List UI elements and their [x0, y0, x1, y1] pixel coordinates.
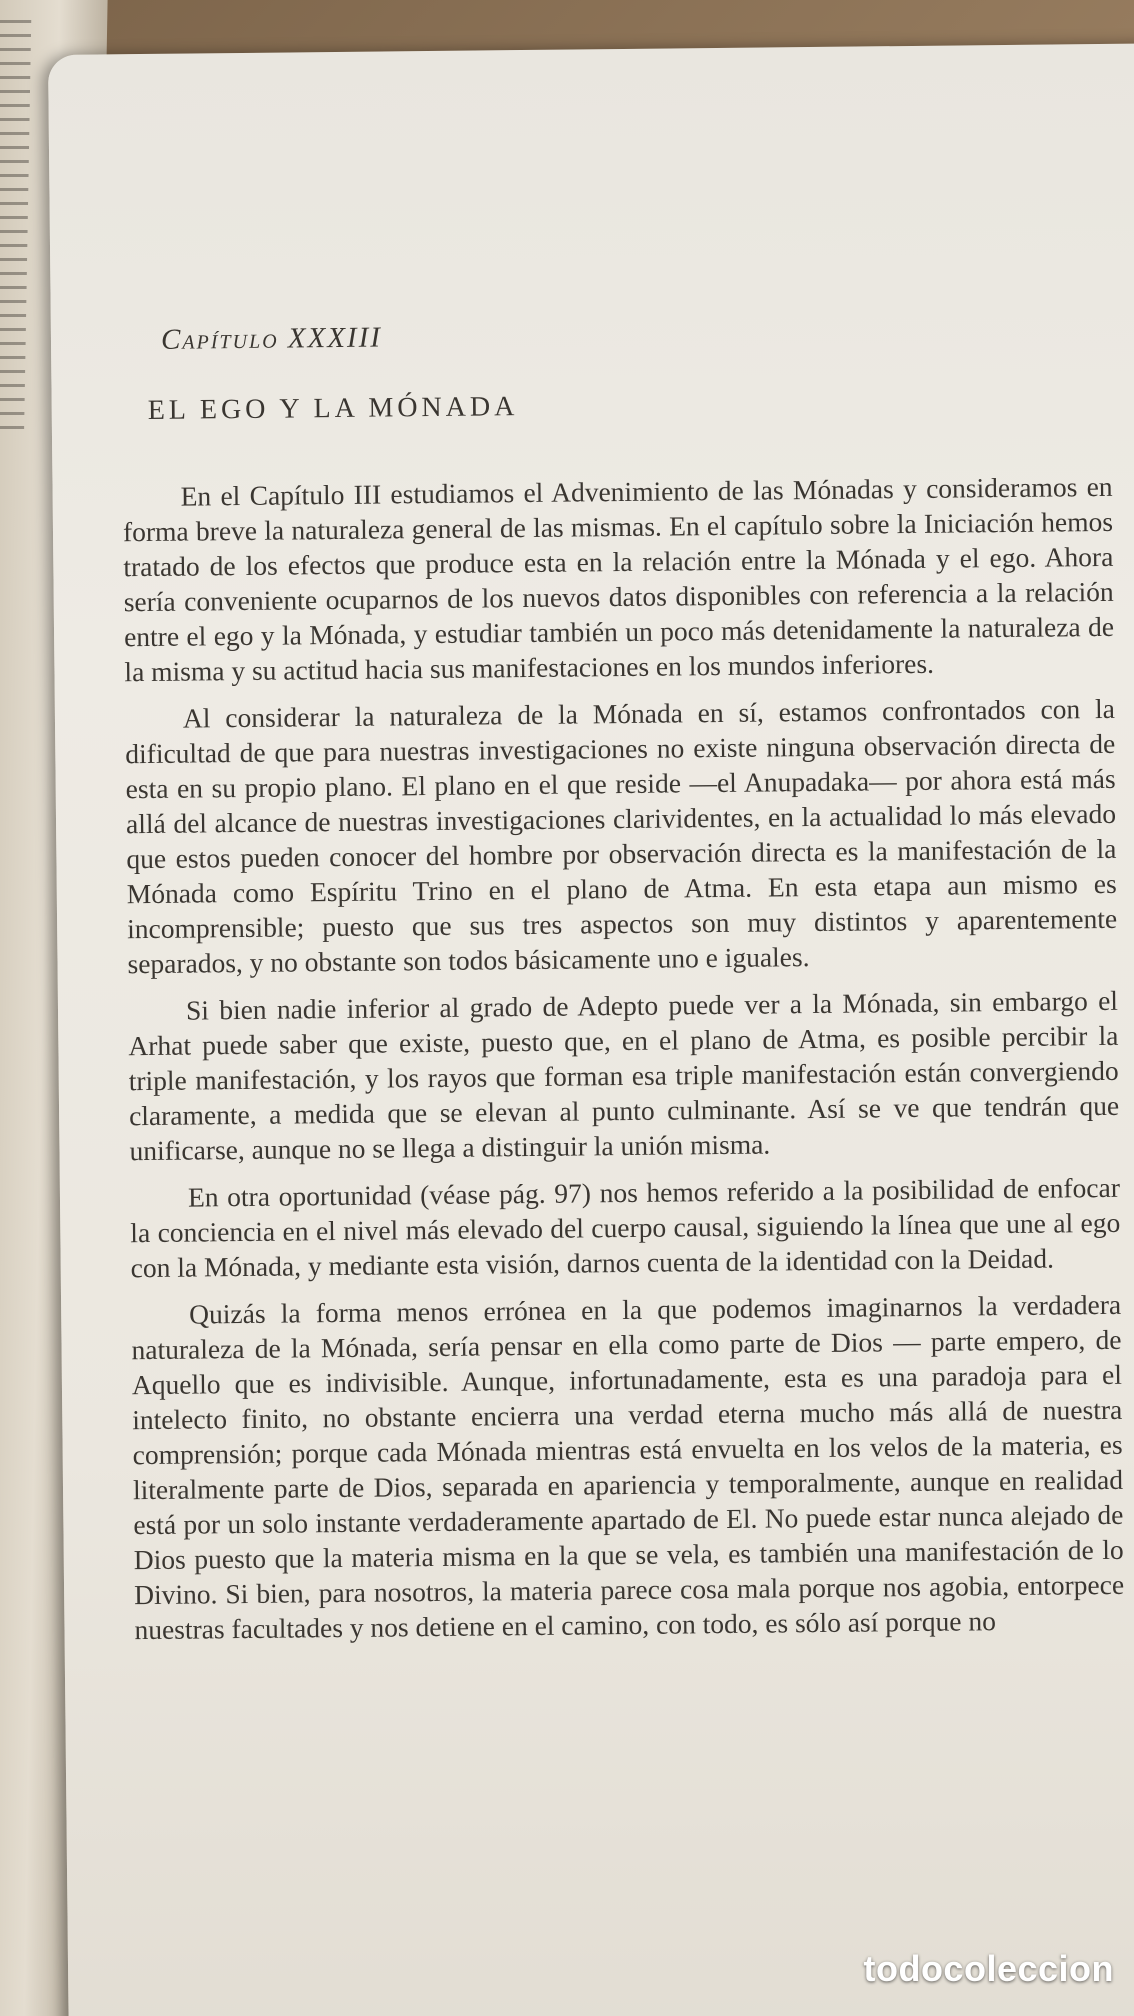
paragraph-5: Quizás la forma menos errónea en la que podemos imaginarnos la verdadera naturaleza de la Mónada, sería pensar en ella como parte de Dios — parte empero, de Aquello que es indivisible. Aunque, infortunadamente, esta es una paradoja para el intelecto finito, no obstante encierra una verdad eterna mucho más allá de nuestra comprensión; porque cada Mónada mientras está envuelta en los velos de la materia, es literalmente parte de Dios, separada en apariencia y temporalmente, aunque en realidad está por un solo instante verdaderamente apartado de El. No puede estar nunca alejado de Dios puesto que la materia misma en la que se vela, es también una manifestación de lo Divino. Si bien, para nosotros, la materia parece cosa mala porque nos agobia, entorpece nuestras facultades y nos detiene en el camino, con todo, es sólo así porque no	[131, 1288, 1125, 1646]
page-content	[121, 314, 1125, 1659]
book-page	[48, 43, 1134, 2016]
paragraph-2: Al considerar la naturaleza de la Mónada en sí, estamos confrontados con la dificultad de que para nuestras investigaciones no existe ninguna observación directa de esta en su propio plano. El plano en el que reside —el Anupadaka— por ahora está más allá del alcance de nuestras investigaciones clarividentes, en la actualidad lo más elevado que estos pueden conocer del hombre por observación directa es la manifestación de la Mónada como Espíritu Trino en el plano de Atma. En esta etapa aun mismo es incomprensible; puesto que sus tres aspectos son muy distintos y aparentemente separados, y no obstante son todos básicamente uno e iguales.	[125, 692, 1118, 980]
paragraph-3: Si bien nadie inferior al grado de Adepto puede ver a la Mónada, sin embargo el Arhat puede saber que existe, puesto que, en el plano de Atma, es posible percibir la triple manifestación, y los rayos que forman esa triple manifestación están convergiendo claramente, a medida que se elevan al punto culminante. Así se ve que tendrán que unificarse, aunque no se llega a distinguir la unión misma.	[128, 984, 1120, 1167]
paragraph-4: En otra oportunidad (véase pág. 97) nos hemos referido a la posibilidad de enfocar la conciencia en el nivel más elevado del cuerpo causal, siguiendo la línea que une al ego con la Mónada, y mediante esta visión, darnos cuenta de la identidad con la Deidad.	[130, 1171, 1121, 1284]
chapter-label: Capítulo XXXIII	[160, 321, 383, 356]
paragraph-1: En el Capítulo III estudiamos el Advenimiento de las Mónadas y consideramos en forma breve la naturaleza general de las mismas. En el capítulo sobre la Iniciación hemos tratado de los efectos que produce esta en la relación entre la Mónada y el ego. Ahora sería conveniente ocuparnos de los nuevos datos disponibles con referencia a la relación entre el ego y la Mónada, y estudiar también un poco más detenidamente la naturaleza de la misma y su actitud hacia sus manifestaciones en los mundos inferiores.	[122, 470, 1115, 688]
previous-page-text-fragment	[0, 20, 31, 440]
chapter-title: EL EGO Y LA MÓNADA	[147, 391, 519, 426]
watermark: todocoleccion	[863, 1948, 1114, 1989]
